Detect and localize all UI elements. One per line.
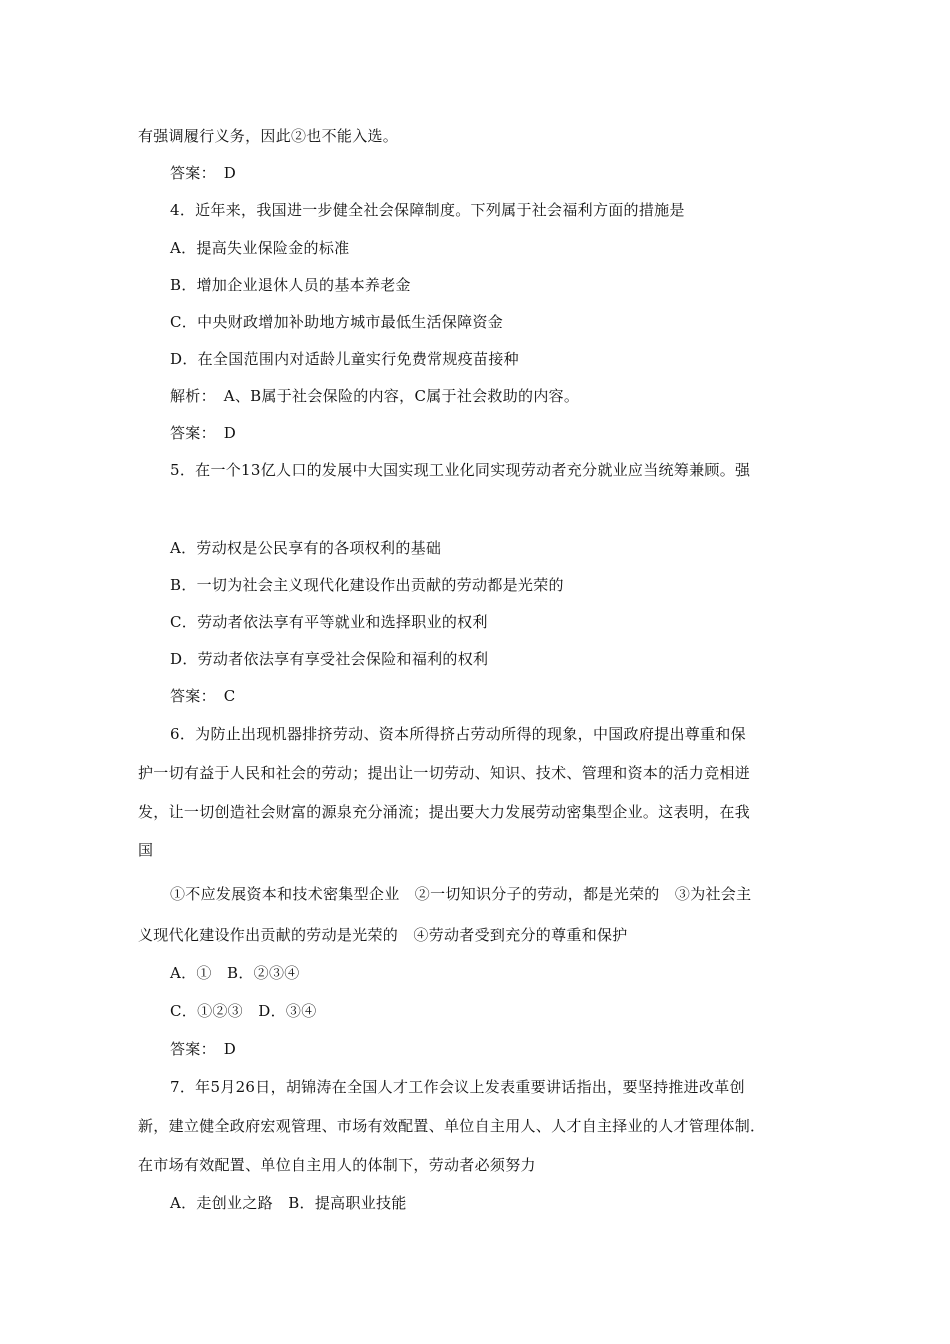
question-6-stem-line-1: 6．为防止出现机器排挤劳动、资本所得挤占劳动所得的现象，中国政府提出尊重和保 [170,725,746,743]
question-5-option-a: A．劳动权是公民享有的各项权利的基础 [170,539,442,557]
question-5-option-d: D．劳动者依法享有享受社会保险和福利的权利 [170,650,489,668]
question-6-stem-line-3: 发，让一切创造社会财富的源泉充分涌流；提出要大力发展劳动密集型企业。这表明，在我 [138,803,751,821]
question-5-answer: 答案： C [170,687,236,705]
question-5-stem: 5．在一个13亿人口的发展中大国实现工业化同实现劳动者充分就业应当统筹兼顾。强 [170,461,751,479]
question-4-option-a: A．提高失业保险金的标准 [170,239,350,257]
question-7-stem-line-1: 7．年5月26日，胡锦涛在全国人才工作会议上发表重要讲话指出，要坚持推进改革创 [170,1078,745,1096]
answer-line: 答案： D [170,164,237,182]
question-4-answer: 答案： D [170,424,237,442]
question-5-option-c: C．劳动者依法享有平等就业和选择职业的权利 [170,613,488,631]
question-6-statements-line-2: 义现代化建设作出贡献的劳动是光荣的 ④劳动者受到充分的尊重和保护 [138,926,628,944]
question-6-answer: 答案： D [170,1040,237,1058]
question-4-option-c: C．中央财政增加补助地方城市最低生活保障资金 [170,313,504,331]
question-6-stem-line-2: 护一切有益于人民和社会的劳动；提出让一切劳动、知识、技术、管理和资本的活力竞相迸 [138,764,751,782]
question-7-stem-line-3: 在市场有效配置、单位自主用人的体制下，劳动者必须努力 [138,1156,536,1174]
question-6-options-cd: C．①②③ D．③④ [170,1002,317,1020]
text-line-continuation: 有强调履行义务，因此②也不能入选。 [138,127,399,145]
question-6-stem-line-4: 国 [138,841,154,859]
question-7-options-ab: A．走创业之路 B．提高职业技能 [170,1194,407,1212]
question-6-options-ab: A．① B．②③④ [170,964,300,982]
question-5-option-b: B．一切为社会主义现代化建设作出贡献的劳动都是光荣的 [170,576,564,594]
question-4-analysis: 解析： A、B属于社会保险的内容，C属于社会救助的内容。 [170,387,580,405]
question-4-stem: 4．近年来，我国进一步健全社会保障制度。下列属于社会福利方面的措施是 [170,201,685,219]
question-6-statements-line-1: ①不应发展资本和技术密集型企业 ②一切知识分子的劳动，都是光荣的 ③为社会主 [170,885,752,903]
question-7-stem-line-2: 新，建立健全政府宏观管理、市场有效配置、单位自主用人、人才自主择业的人才管理体制． [138,1117,766,1135]
question-4-option-d: D．在全国范围内对适龄儿童实行免费常规疫苗接种 [170,350,519,368]
question-4-option-b: B．增加企业退休人员的基本养老金 [170,276,411,294]
